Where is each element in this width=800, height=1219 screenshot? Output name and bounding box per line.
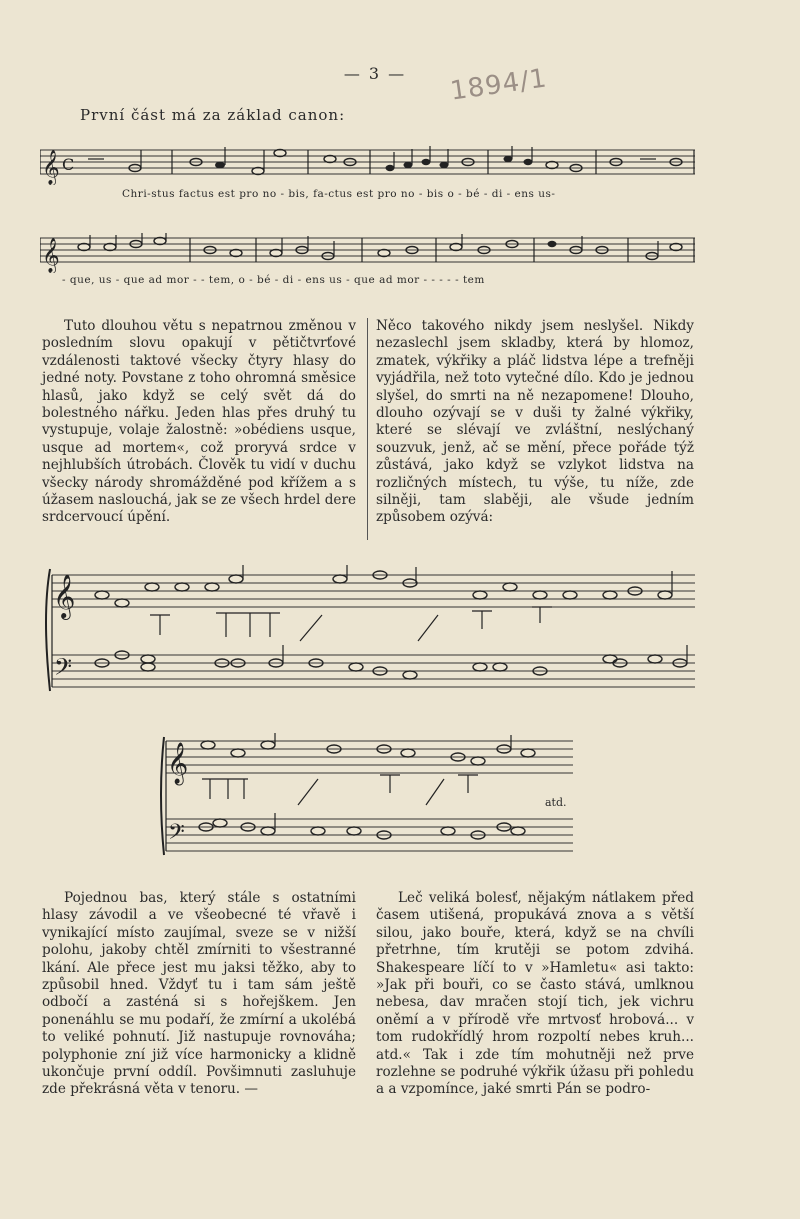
left-column-text xyxy=(42,318,356,527)
page-number: — 3 — xyxy=(343,64,407,83)
score1-lyrics-line1: Chri-stus factus est pro no - bis, fa-ctus est pro no - bis o - bé - di - ens us- xyxy=(122,188,556,200)
left-paragraph: Tuto dlouhou větu s nepatrnou změnou v posledním slovu opakují v pětičtvrťové vzdálenosti taktové všecky čtyry hlasy do jedné noty. Povstane z toho ohromná směsice hlasů, jako když se celý svět dá do bolestného nářku. Jeden hlas přes druhý tu vystupuje, volaje žalostně: »obédiens usque, usque ad mortem«, což proryvá srdce v nejhlubších útrobách. Člověk tu vidí v duchu všecky národy shromážděné pod křížem a s úžasem naslouchá, jak se ze všech hrdel dere srdcervoucí úpění. xyxy=(42,318,356,526)
treble-clef-icon-3: 𝄞 xyxy=(53,574,76,618)
bass-clef-icon: 𝄢 xyxy=(54,653,73,686)
score1-lyrics-line2: - que, us - que ad mor - - tem, o - bé - di - ens us - que ad mor - - - - - tem xyxy=(62,274,485,286)
score1-notes-line2 xyxy=(78,233,682,262)
bottom-right-column xyxy=(376,890,694,1099)
canon-staff-line-1 xyxy=(40,145,695,185)
treble-clef-icon: 𝄞 xyxy=(42,150,60,185)
bottom-left-paragraph: Pojednou bas, který stále s ostatními hlasy závodil a ve všeobecné té vřavě i vynikající místo zaujímal, sveze se v nižší polohu, jakoby chtěl zmírniti to všestranné lkání. Ale přece jest mu jaksi těžko, aby to způsobil hned. Vždyť tu i tam sám ještě odbočí a zasténá si s hořejškem. Jen ponenáhlu se mu podaří, že zmírní a ukolébá to veliké pohnutí. Již nastupuje rovnováha; polyphonie zní již více harmonicky a klidně ukončuje první oddíl. Povšimnuti zasluhuje zde překrásná věta v tenoru. — xyxy=(42,890,356,1098)
score2-notes-system1 xyxy=(95,565,687,679)
bottom-left-column xyxy=(42,890,356,1099)
choral-score-system-1 xyxy=(40,565,695,700)
choral-score-system-2 xyxy=(158,733,573,863)
treble-clef-icon-4: 𝄞 xyxy=(167,743,189,784)
common-time-icon: C xyxy=(62,155,75,174)
right-column-text xyxy=(376,318,694,527)
treble-clef-icon-2: 𝄞 xyxy=(42,238,60,273)
bottom-right-paragraph: Leč veliká bolesť, nějakým nátlakem před časem utišená, propukává znova a s větší silou, jako bouře, která, když se na chvíli přetrhne, tím krutěji se potom zdvihá. Shakespeare líčí to v »Hamletu« asi takto: »Jak při bouři, co se často stává, umlknou nebesa, dav mračen stojí tich, jek vichru oněmí a v přírodě vře mrtvosť hrobová... v tom rudokřídlý hrom rozpoltí nebes kruh... atd.« Tak i zde tím mohutněji než prve rozlehne se podruhé výkřik úžasu při pohledu a a vzpomínce, jaké smrti Pán se podro- xyxy=(376,890,694,1098)
atd-label: atd. xyxy=(545,796,567,809)
archive-handwritten-mark: 1894/1 xyxy=(448,63,550,107)
column-divider xyxy=(367,318,368,540)
bass-clef-icon-2: 𝄢 xyxy=(168,820,185,850)
intro-line: První část má za základ canon: xyxy=(80,106,346,124)
right-paragraph: Něco takového nikdy jsem neslyšel. Nikdy nezaslechl jsem skladby, která by hlomoz, zmatek, výkřiky a pláč lidstva lépe a trefněji vyjádřila, než toto vytečné dílo. Kdo je jednou slyšel, do smrti na ně nezapomene! Dlouho, dlouho ozývají se v duši ty žalné výkřiky, které se slévají ve zvláštní, neslýchaný souzvuk, jenž, ač se mění, přece pořáde týž zůstává, jako když se vzlykot lidstva na rozličných místech, tu výše, tu níže, zde silněji, tam slaběji, ale všude jedním způsobem ozývá: xyxy=(376,318,694,526)
canon-staff-line-2 xyxy=(40,233,695,273)
